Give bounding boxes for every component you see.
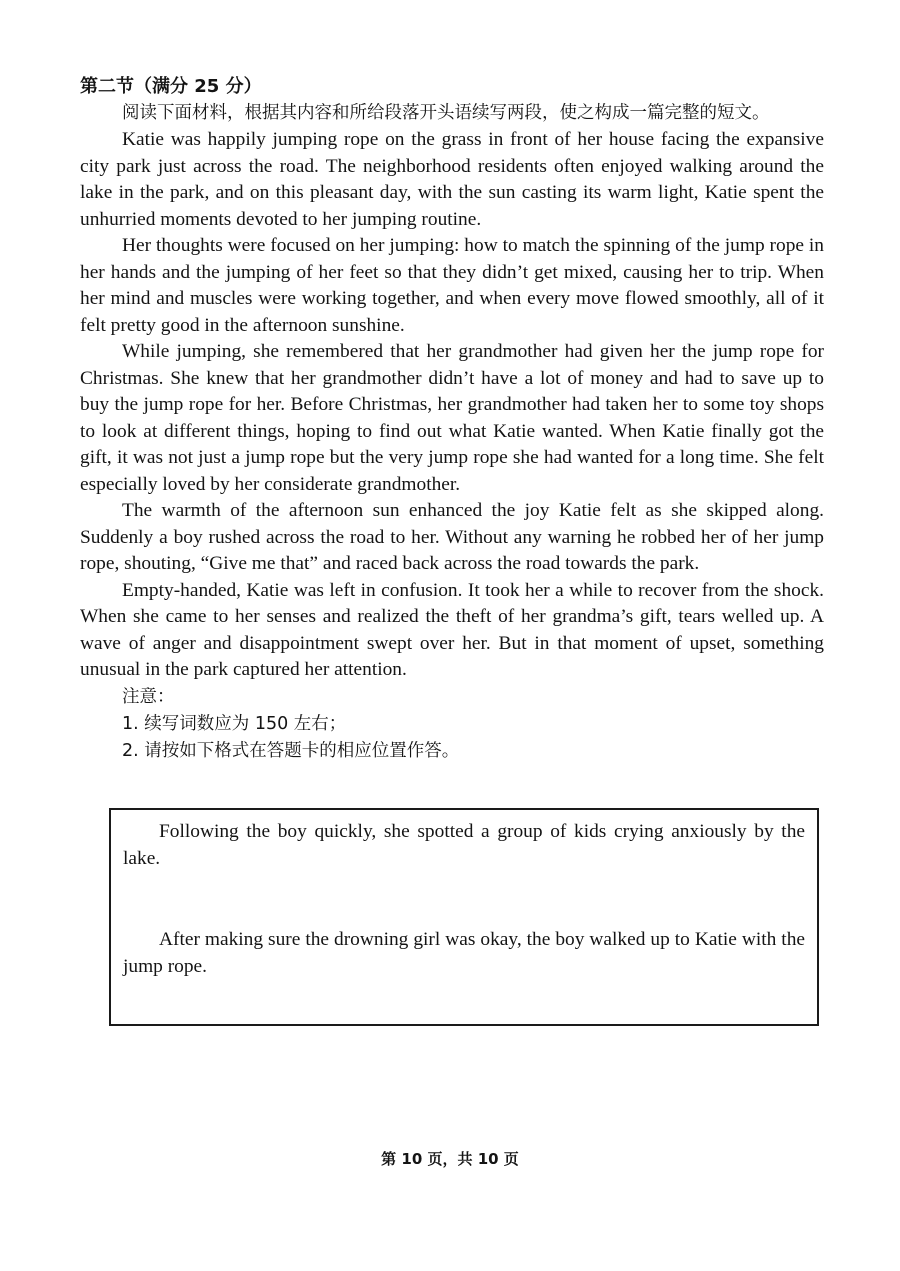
exam-page-content <box>80 74 824 765</box>
section-title: 第二节（满分 25 分） <box>80 76 262 97</box>
passage-paragraph: The warmth of the afternoon sun enhanced the joy Katie felt as she skipped along. Suddenly a boy rushed across the road to her. Without any warning he robbed her of her jump rope, shouting, “Give me that” and raced back across the road towards the park. <box>80 500 824 574</box>
notes-heading: 注意： <box>122 686 175 707</box>
passage-paragraph: Katie was happily jumping rope on the grass in front of her house facing the expansive city park just across the road. The neighborhood residents often enjoyed walking around the lake in the park, and on this pleasant day, with the sun casting its warm light, Katie spent the unhurried moments devoted to her jumping routine. <box>80 129 824 230</box>
page-number: 第 10 页，共 10 页 <box>381 1150 519 1168</box>
continuation-opening-2: After making sure the drowning girl was okay, the boy walked up to Katie with the jump rope. <box>123 929 805 977</box>
passage-paragraph: While jumping, she remembered that her grandmother had given her the jump rope for Christmas. She knew that her grandmother didn’t have a lot of money and had to save up to buy the jump rope for her. Before Christmas, her grandmother had taken her to some toy shops to look at different things, hoping to find out what Katie wanted. When Katie finally got the gift, it was not just a jump rope but the very jump rope she had wanted for a long time. She felt especially loved by her considerate grandmother. <box>80 341 824 495</box>
passage-paragraph: Empty-handed, Katie was left in confusion. It took her a while to recover from the shock. When she came to her senses and realized the theft of her grandma’s gift, tears welled up. A wave of anger and disappointment swept over her. But in that moment of upset, something unusual in the park captured her attention. <box>80 579 824 680</box>
note-item-word-count: 1. 续写词数应为 150 左右； <box>122 713 347 734</box>
section-instructions: 阅读下面材料，根据其内容和所给段落开头语续写两段，使之构成一篇完整的短文。 <box>122 103 770 123</box>
notes-section <box>80 684 824 765</box>
continuation-opening-1: Following the boy quickly, she spotted a group of kids crying anxiously by the lake. <box>123 821 805 869</box>
passage-paragraph: Her thoughts were focused on her jumping: how to match the spinning of the jump rope in her hands and the jumping of her feet so that they didn’t get mixed, causing her to trip. When her mind and muscles were working together, and when every move flowed smoothly, all of it felt pretty good in the afternoon sunshine. <box>80 235 824 336</box>
answer-format-box <box>109 808 819 1026</box>
note-item-format: 2. 请按如下格式在答题卡的相应位置作答。 <box>122 740 460 761</box>
reading-passage <box>80 127 824 684</box>
writing-space <box>123 872 805 926</box>
